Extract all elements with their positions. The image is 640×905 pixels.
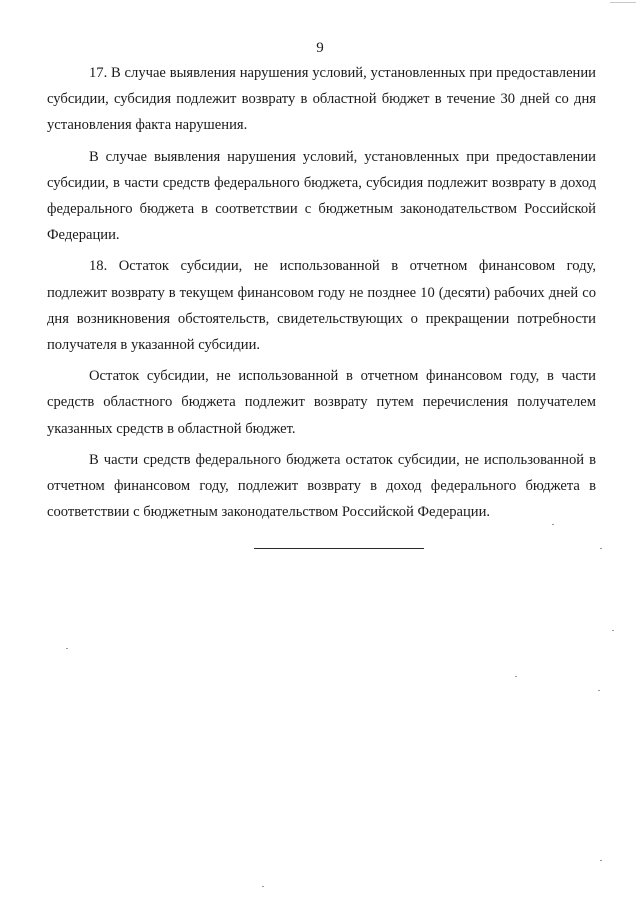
paragraph-17-federal: В случае выявления нарушения условий, установленных при предоставлении субсидии, в части средств федерального бюджета, субсидия подлежит возврату в доход федерального бюджета в соответствии с бюджетным законодательством Российской Федерации. xyxy=(47,148,596,244)
scan-speck xyxy=(612,630,614,631)
document-body xyxy=(47,60,596,529)
scan-speck xyxy=(262,886,264,887)
page-number: 9 xyxy=(316,40,324,56)
scan-speck xyxy=(66,648,68,649)
scan-speck xyxy=(610,2,636,3)
paragraph-18-federal: В части средств федерального бюджета остаток субсидии, не использованной в отчетном финансовом году, подлежит возврату в доход федерального бюджета в соответствии с бюджетным законодательством Российской Федерации. xyxy=(47,451,596,521)
scan-speck xyxy=(552,524,554,525)
scan-speck xyxy=(598,690,600,691)
paragraph-17: 17. В случае выявления нарушения условий, установленных при предоставлении субсидии, субсидия подлежит возврату в областной бюджет в течение 30 дней со дня установления факта нарушения. xyxy=(47,65,596,134)
scan-speck xyxy=(600,860,602,861)
scan-speck xyxy=(600,548,602,549)
scan-speck xyxy=(515,676,517,677)
paragraph-18: 18. Остаток субсидии, не использованной в отчетном финансовом году, подлежит возврату в текущем финансовом году не позднее 10 (десяти) рабочих дней со дня возникновения обстоятельств, свидетельствующих о прекращении потребности получателя в указанной субсидии. xyxy=(47,258,596,354)
paragraph-18-regional: Остаток субсидии, не использованной в отчетном финансовом году, в части средств областного бюджета подлежит возврату путем перечисления получателем указанных средств в областной бюджет. xyxy=(47,368,596,437)
end-of-text-rule xyxy=(254,548,424,549)
